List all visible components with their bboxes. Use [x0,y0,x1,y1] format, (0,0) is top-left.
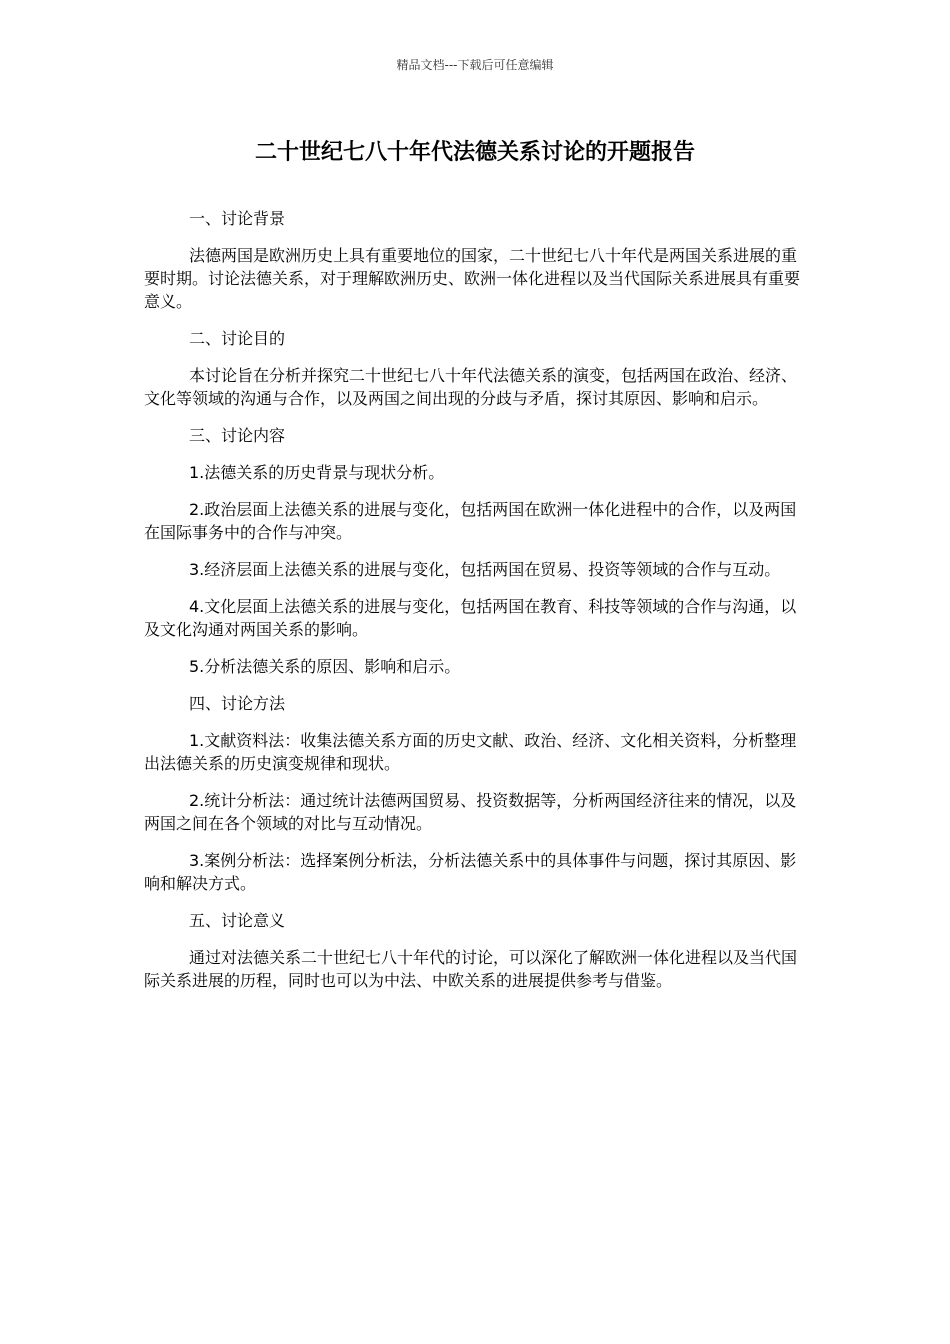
list-item: 1.法德关系的历史背景与现状分析。 [189,463,445,482]
list-item: 2.统计分析法：通过统计法德两国贸易、投资数据等，分析两国经济往来的情况，以及两国之间在各个领域的对比与互动情况。 [144,791,797,833]
body-paragraph: 通过对法德关系二十世纪七八十年代的讨论，可以深化了解欧洲一体化进程以及当代国际关系进展的历程，同时也可以为中法、中欧关系的进展提供参考与借鉴。 [144,948,798,990]
document-title: 二十世纪七八十年代法德关系讨论的开题报告 [254,140,695,165]
section-background [144,207,812,313]
section-methods [144,692,812,895]
section-heading: 二、讨论目的 [189,329,286,348]
section-heading: 五、讨论意义 [189,911,286,930]
list-item: 1.文献资料法：收集法德关系方面的历史文献、政治、经济、文化相关资料，分析整理出法德关系的历史演变规律和现状。 [144,731,797,773]
section-content [144,424,812,678]
page-header-note: 精品文档---下载后可任意编辑 [396,58,554,72]
body-paragraph: 法德两国是欧洲历史上具有重要地位的国家，二十世纪七八十年代是两国关系进展的重要时期。讨论法德关系，对于理解欧洲历史、欧洲一体化进程以及当代国际关系进展具有重要意义。 [144,246,801,311]
section-significance [144,909,812,992]
list-item: 3.经济层面上法德关系的进展与变化，包括两国在贸易、投资等领域的合作与互动。 [189,560,781,579]
list-item: 5.分析法德关系的原因、影响和启示。 [189,657,461,676]
section-purpose [144,327,812,410]
body-paragraph: 本讨论旨在分析并探究二十世纪七八十年代法德关系的演变，包括两国在政治、经济、文化等领域的沟通与合作，以及两国之间出现的分歧与矛盾，探讨其原因、影响和启示。 [144,366,798,408]
list-item: 4.文化层面上法德关系的进展与变化，包括两国在教育、科技等领域的合作与沟通，以及文化沟通对两国关系的影响。 [144,597,797,639]
section-heading: 三、讨论内容 [189,426,286,445]
section-heading: 一、讨论背景 [189,209,286,228]
section-heading: 四、讨论方法 [189,694,286,713]
document-body [144,207,812,1006]
list-item: 3.案例分析法：选择案例分析法，分析法德关系中的具体事件与问题，探讨其原因、影响和解决方式。 [144,851,797,893]
list-item: 2.政治层面上法德关系的进展与变化，包括两国在欧洲一体化进程中的合作，以及两国在国际事务中的合作与冲突。 [144,500,797,542]
